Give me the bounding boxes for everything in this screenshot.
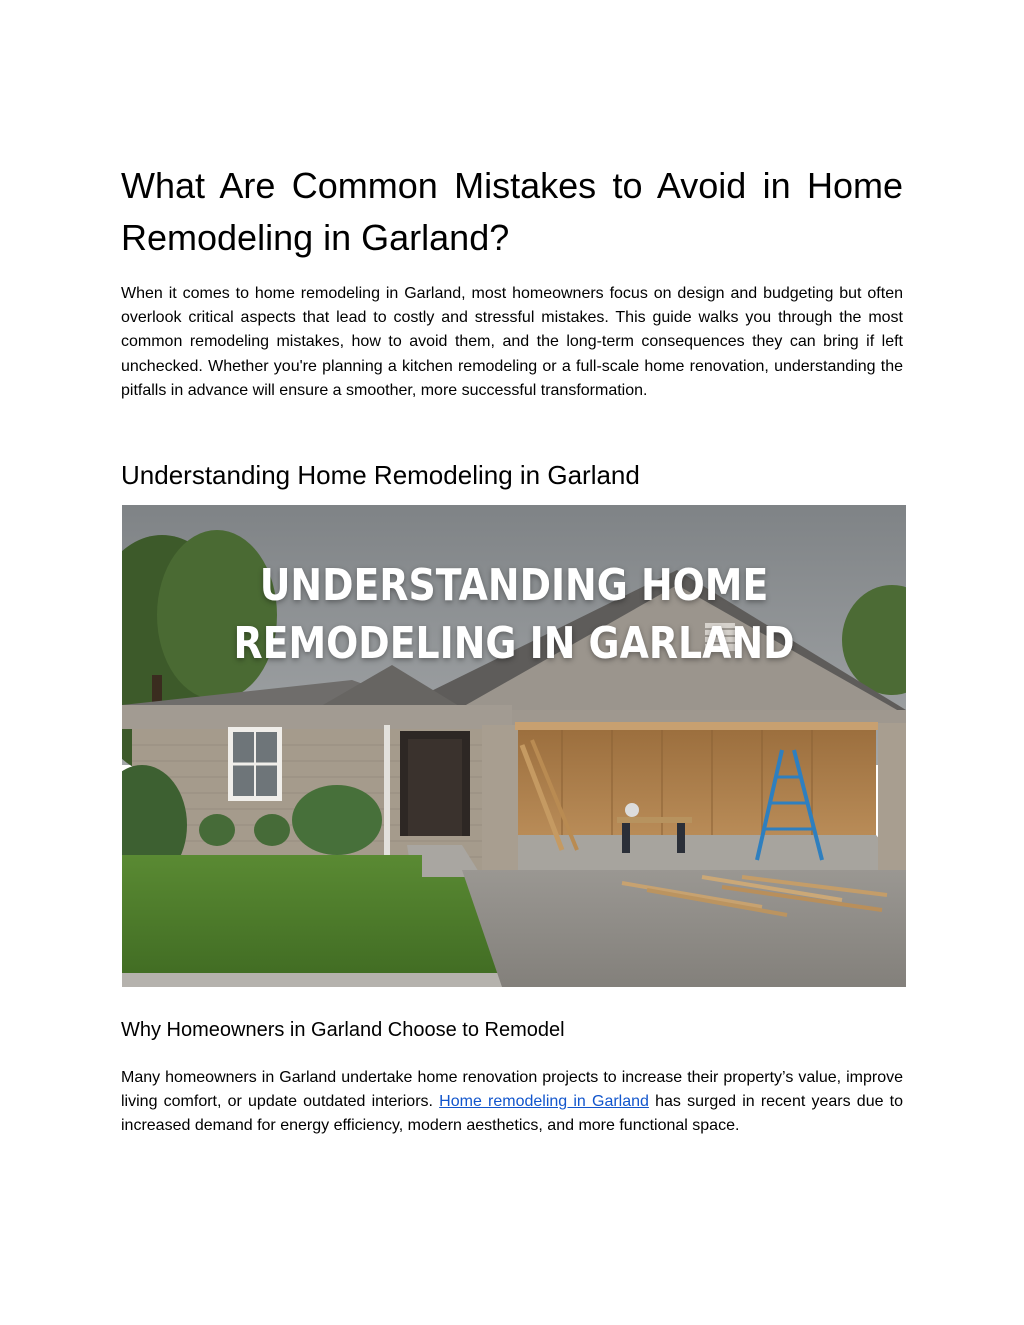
remodel-reasons-paragraph: [121, 1066, 903, 1139]
home-remodeling-link[interactable]: Home remodeling in Garland: [439, 1093, 649, 1111]
hero-overlay-line-2: REMODELING IN GARLAND: [233, 618, 795, 669]
section-heading: Understanding Home Remodeling in Garland: [121, 460, 640, 490]
document-title: What Are Common Mistakes to Avoid in Home Remodeling in Garland?: [121, 165, 903, 258]
subsection-heading: Why Homeowners in Garland Choose to Remodel: [121, 1019, 565, 1041]
hero-overlay-line-1: UNDERSTANDING HOME: [259, 560, 769, 611]
intro-paragraph: When it comes to home remodeling in Garland, most homeowners focus on design and budgeting but often overlook critical aspects that lead to costly and stressful mistakes. This guide walks you through the most common remodeling mistakes, how to avoid them, and the long-term consequences they can bring if left unchecked. Whether you're planning a kitchen remodeling or a full-scale home renovation, understanding the pitfalls in advance will ensure a smoother, more successful transformation.: [121, 285, 903, 399]
paragraph-text-before-link: Many homeowners in Garland undertake home renovation projects to increase their property’s value, improve living comfort, or update outdated interiors.: [121, 1069, 903, 1111]
hero-overlay-title: [177, 557, 851, 673]
paragraph-text-after-link: has surged in recent years due to increased demand for energy efficiency, modern aesthetics, and more functional space.: [121, 1093, 904, 1135]
hero-image: [122, 505, 906, 987]
